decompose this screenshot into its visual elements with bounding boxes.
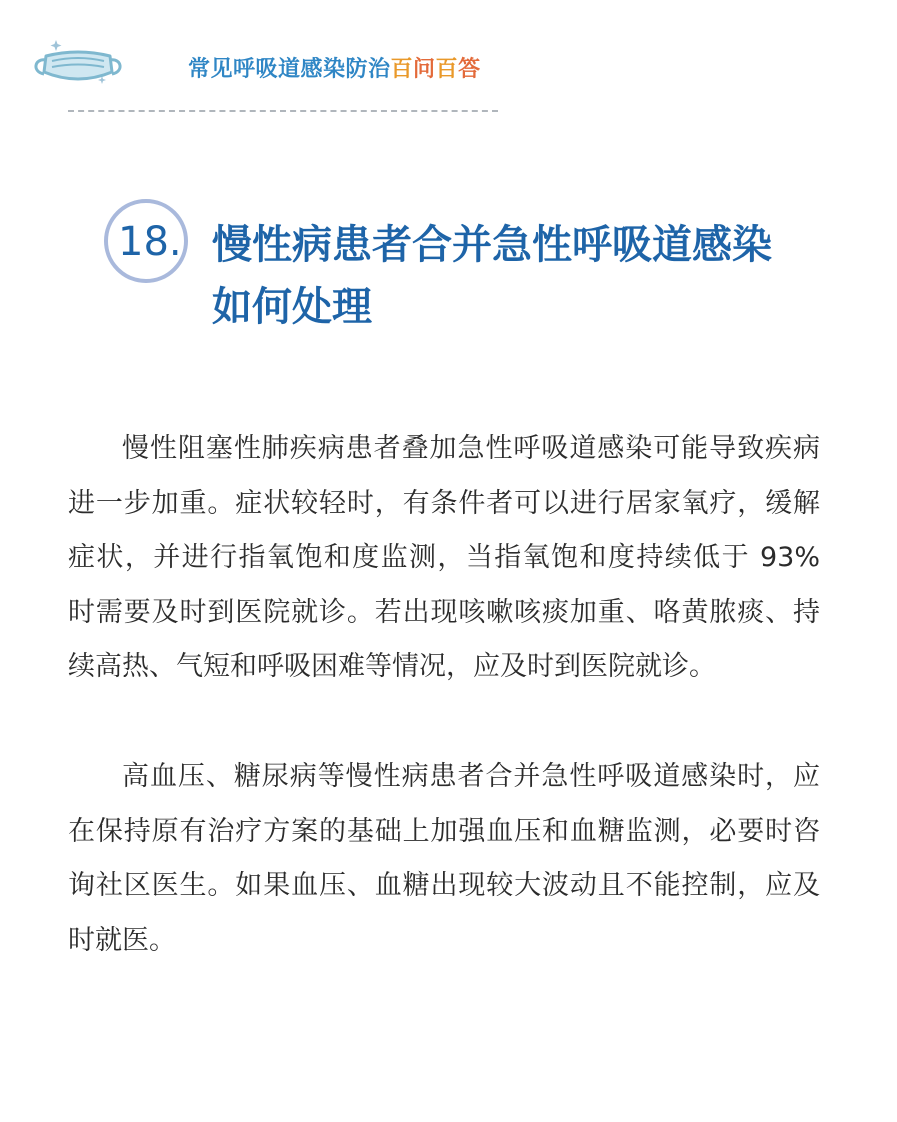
header-title-accent: 百 [390, 56, 414, 82]
body-paragraph: 慢性阻塞性肺疾病患者叠加急性呼吸道感染可能导致疾病进一步加重。症状较轻时，有条件者可以进行居家氧疗，缓解症状，并进行指氧饱和度监测，当指氧饱和度持续低于 93% 时需要及时到医院就诊。若出现咳嗽咳痰加重、咯黄脓痰、持续高热、气短和呼吸困难等情况，应及时到医院就诊。 [68, 433, 820, 682]
header-title-accent: 问 [413, 56, 436, 82]
question-title-line2: 如何处理 [212, 284, 372, 330]
header-title [188, 54, 481, 85]
question-title-line1: 慢性病患者合并急性呼吸道感染 [212, 222, 772, 268]
header-title-accent: 答 [458, 56, 481, 82]
question-title [212, 214, 852, 338]
question-number-badge [104, 199, 188, 283]
mask-icon [30, 36, 126, 94]
question-number: 18. [118, 219, 182, 265]
page-header [0, 0, 897, 120]
header-title-main: 常见呼吸道感染防治 [188, 57, 391, 82]
header-divider [68, 110, 498, 112]
header-title-accent: 百 [435, 56, 459, 82]
body-paragraph: 高血压、糖尿病等慢性病患者合并急性呼吸道感染时，应在保持原有治疗方案的基础上加强血压和血糖监测，必要时咨询社区医生。如果血压、血糖出现较大波动且不能控制，应及时就医。 [68, 761, 820, 956]
